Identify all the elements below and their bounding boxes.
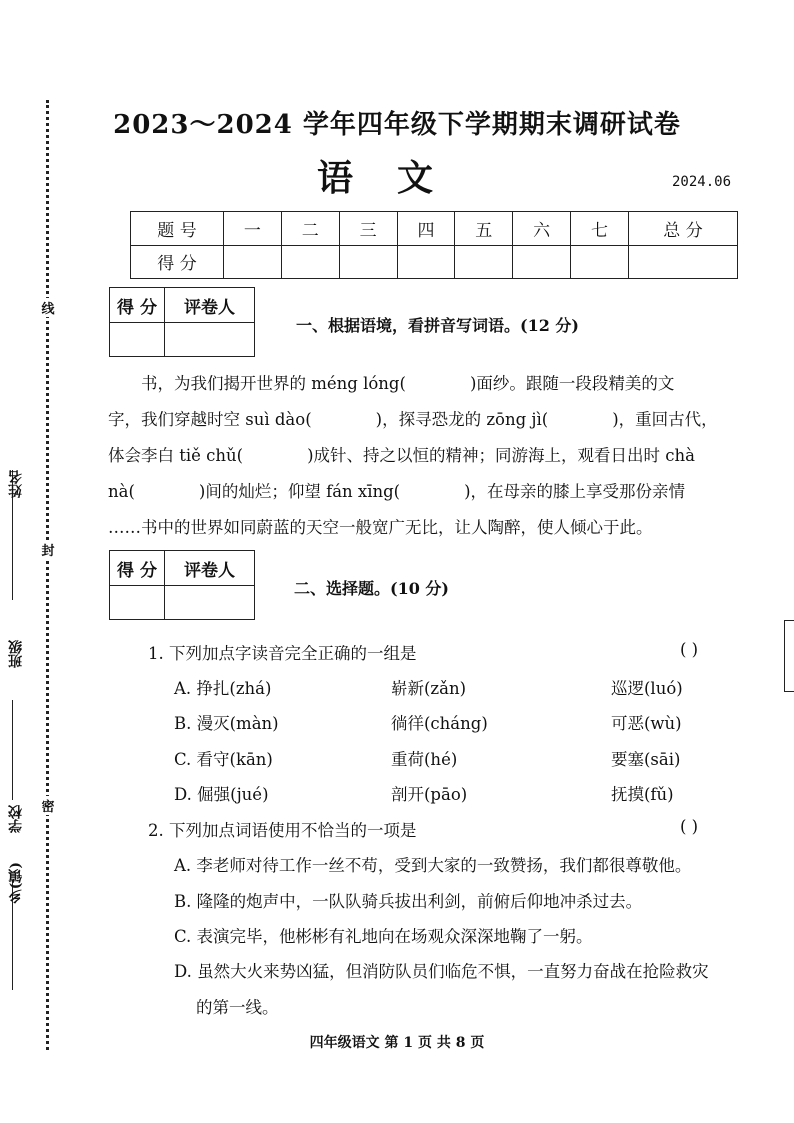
class-label: 班级 xyxy=(8,640,24,668)
question-2-answer-paren[interactable]: ( ) xyxy=(680,817,699,836)
score-input-cell[interactable] xyxy=(455,245,513,279)
score-cell: 一 xyxy=(224,212,282,246)
score-cell: 题 号 xyxy=(131,212,224,246)
seal-seal-char: 封 xyxy=(40,540,56,559)
subject-title: 语文 xyxy=(316,157,477,199)
question-1-answer-paren[interactable]: ( ) xyxy=(680,640,699,659)
section2-title: 二、选择题。(10 分) xyxy=(294,579,449,598)
q1-option-a-3: 巡逻(luó) xyxy=(611,679,683,698)
score-row-label: 得 分 xyxy=(131,245,224,279)
score-input-cell[interactable] xyxy=(281,245,339,279)
score-cell: 六 xyxy=(513,212,571,246)
score-cell: 三 xyxy=(339,212,397,246)
grader-score-label: 得 分 xyxy=(110,551,165,586)
score-input-cell[interactable] xyxy=(339,245,397,279)
q1-option-c-2: 重荷(hé) xyxy=(391,750,458,769)
question-2-stem: 2. 下列加点词语使用不恰当的一项是 xyxy=(148,821,417,840)
grader-score-cell[interactable] xyxy=(110,323,165,357)
seal-secret-char: 密 xyxy=(40,796,56,815)
q1-option-b-3: 可恶(wù) xyxy=(611,714,682,733)
section1-passage xyxy=(108,366,732,546)
q2-option-d[interactable]: D. 虽然大火来势凶猛，但消防队员们临危不惧，一直努力奋战在抢险救灾 xyxy=(174,962,709,981)
score-cell: 七 xyxy=(571,212,629,246)
town-label: 乡(镇) xyxy=(8,862,24,904)
q2-option-c[interactable]: C. 表演完毕，他彬彬有礼地向在场观众深深地鞠了一躬。 xyxy=(174,927,593,946)
passage-line: 字，我们穿越时空 suì dào( )，探寻恐龙的 zōng jì( )，重回古代， xyxy=(108,410,718,429)
passage-line: nà( )间的灿烂；仰望 fán xīng( )，在母亲的膝上享受那份亲情 xyxy=(108,482,686,501)
name-label: 姓名 xyxy=(8,470,24,498)
q1-option-d-3: 抚摸(fǔ) xyxy=(611,785,674,804)
page-footer: 四年级语文 第 1 页 共 8 页 xyxy=(309,1035,485,1051)
q1-option-a-2: 崭新(zǎn) xyxy=(391,679,467,698)
grader-name-cell[interactable] xyxy=(165,323,255,357)
q1-option-c-3: 要塞(sāi) xyxy=(611,750,681,769)
grader-name-cell[interactable] xyxy=(165,586,255,620)
grader-score-label: 得 分 xyxy=(110,288,165,323)
q1-option-c-1[interactable]: C. 看守(kān) xyxy=(174,750,273,769)
score-input-cell[interactable] xyxy=(571,245,629,279)
score-table xyxy=(130,211,738,279)
score-input-cell[interactable] xyxy=(224,245,282,279)
score-cell: 四 xyxy=(397,212,455,246)
q1-option-d-2: 剖开(pāo) xyxy=(391,785,468,804)
next-page-edge-box xyxy=(784,620,794,692)
score-cell: 总 分 xyxy=(629,212,738,246)
q1-option-b-2: 徜徉(cháng) xyxy=(391,714,488,733)
school-label: 学校 xyxy=(8,805,24,833)
score-table-score-row xyxy=(131,245,738,279)
q2-option-a[interactable]: A. 李老师对待工作一丝不苟，受到大家的一致赞扬，我们都很尊敬他。 xyxy=(174,856,692,875)
q1-option-d-1[interactable]: D. 倔强(jué) xyxy=(174,785,269,804)
score-table-header-row xyxy=(131,212,738,246)
passage-line: 体会李白 tiě chǔ( )成针、持之以恒的精神；同游海上，观看日出时 chà xyxy=(108,446,695,465)
q1-option-b-1[interactable]: B. 漫灭(màn) xyxy=(174,714,279,733)
passage-line: 书，为我们揭开世界的 méng lóng( )面纱。跟随一段段精美的文 xyxy=(141,374,675,393)
binding-dotted-line xyxy=(46,100,49,1050)
seal-line-char: 线 xyxy=(40,298,56,317)
q1-option-a-1[interactable]: A. 挣扎(zhá) xyxy=(174,679,272,698)
class-underline xyxy=(12,700,13,800)
q2-option-d-continued: 的第一线。 xyxy=(196,998,279,1017)
grader-box-2 xyxy=(109,550,255,620)
score-cell: 二 xyxy=(281,212,339,246)
exam-title: 2023～2024 学年四年级下学期期末调研试卷 xyxy=(113,110,681,140)
score-input-cell[interactable] xyxy=(513,245,571,279)
score-input-cell[interactable] xyxy=(397,245,455,279)
grader-score-cell[interactable] xyxy=(110,586,165,620)
grader-name-label: 评卷人 xyxy=(165,288,255,323)
score-input-cell[interactable] xyxy=(629,245,738,279)
q2-option-b[interactable]: B. 隆隆的炮声中，一队队骑兵拔出利剑，前俯后仰地冲杀过去。 xyxy=(174,892,643,911)
grader-box-1 xyxy=(109,287,255,357)
passage-line: ……书中的世界如同蔚蓝的天空一般宽广无比，让人陶醉，使人倾心于此。 xyxy=(108,518,653,537)
exam-date: 2024.06 xyxy=(672,174,732,190)
question-1-stem: 1. 下列加点字读音完全正确的一组是 xyxy=(148,644,417,663)
section1-title: 一、根据语境，看拼音写词语。(12 分) xyxy=(296,316,579,335)
score-cell: 五 xyxy=(455,212,513,246)
grader-name-label: 评卷人 xyxy=(165,551,255,586)
